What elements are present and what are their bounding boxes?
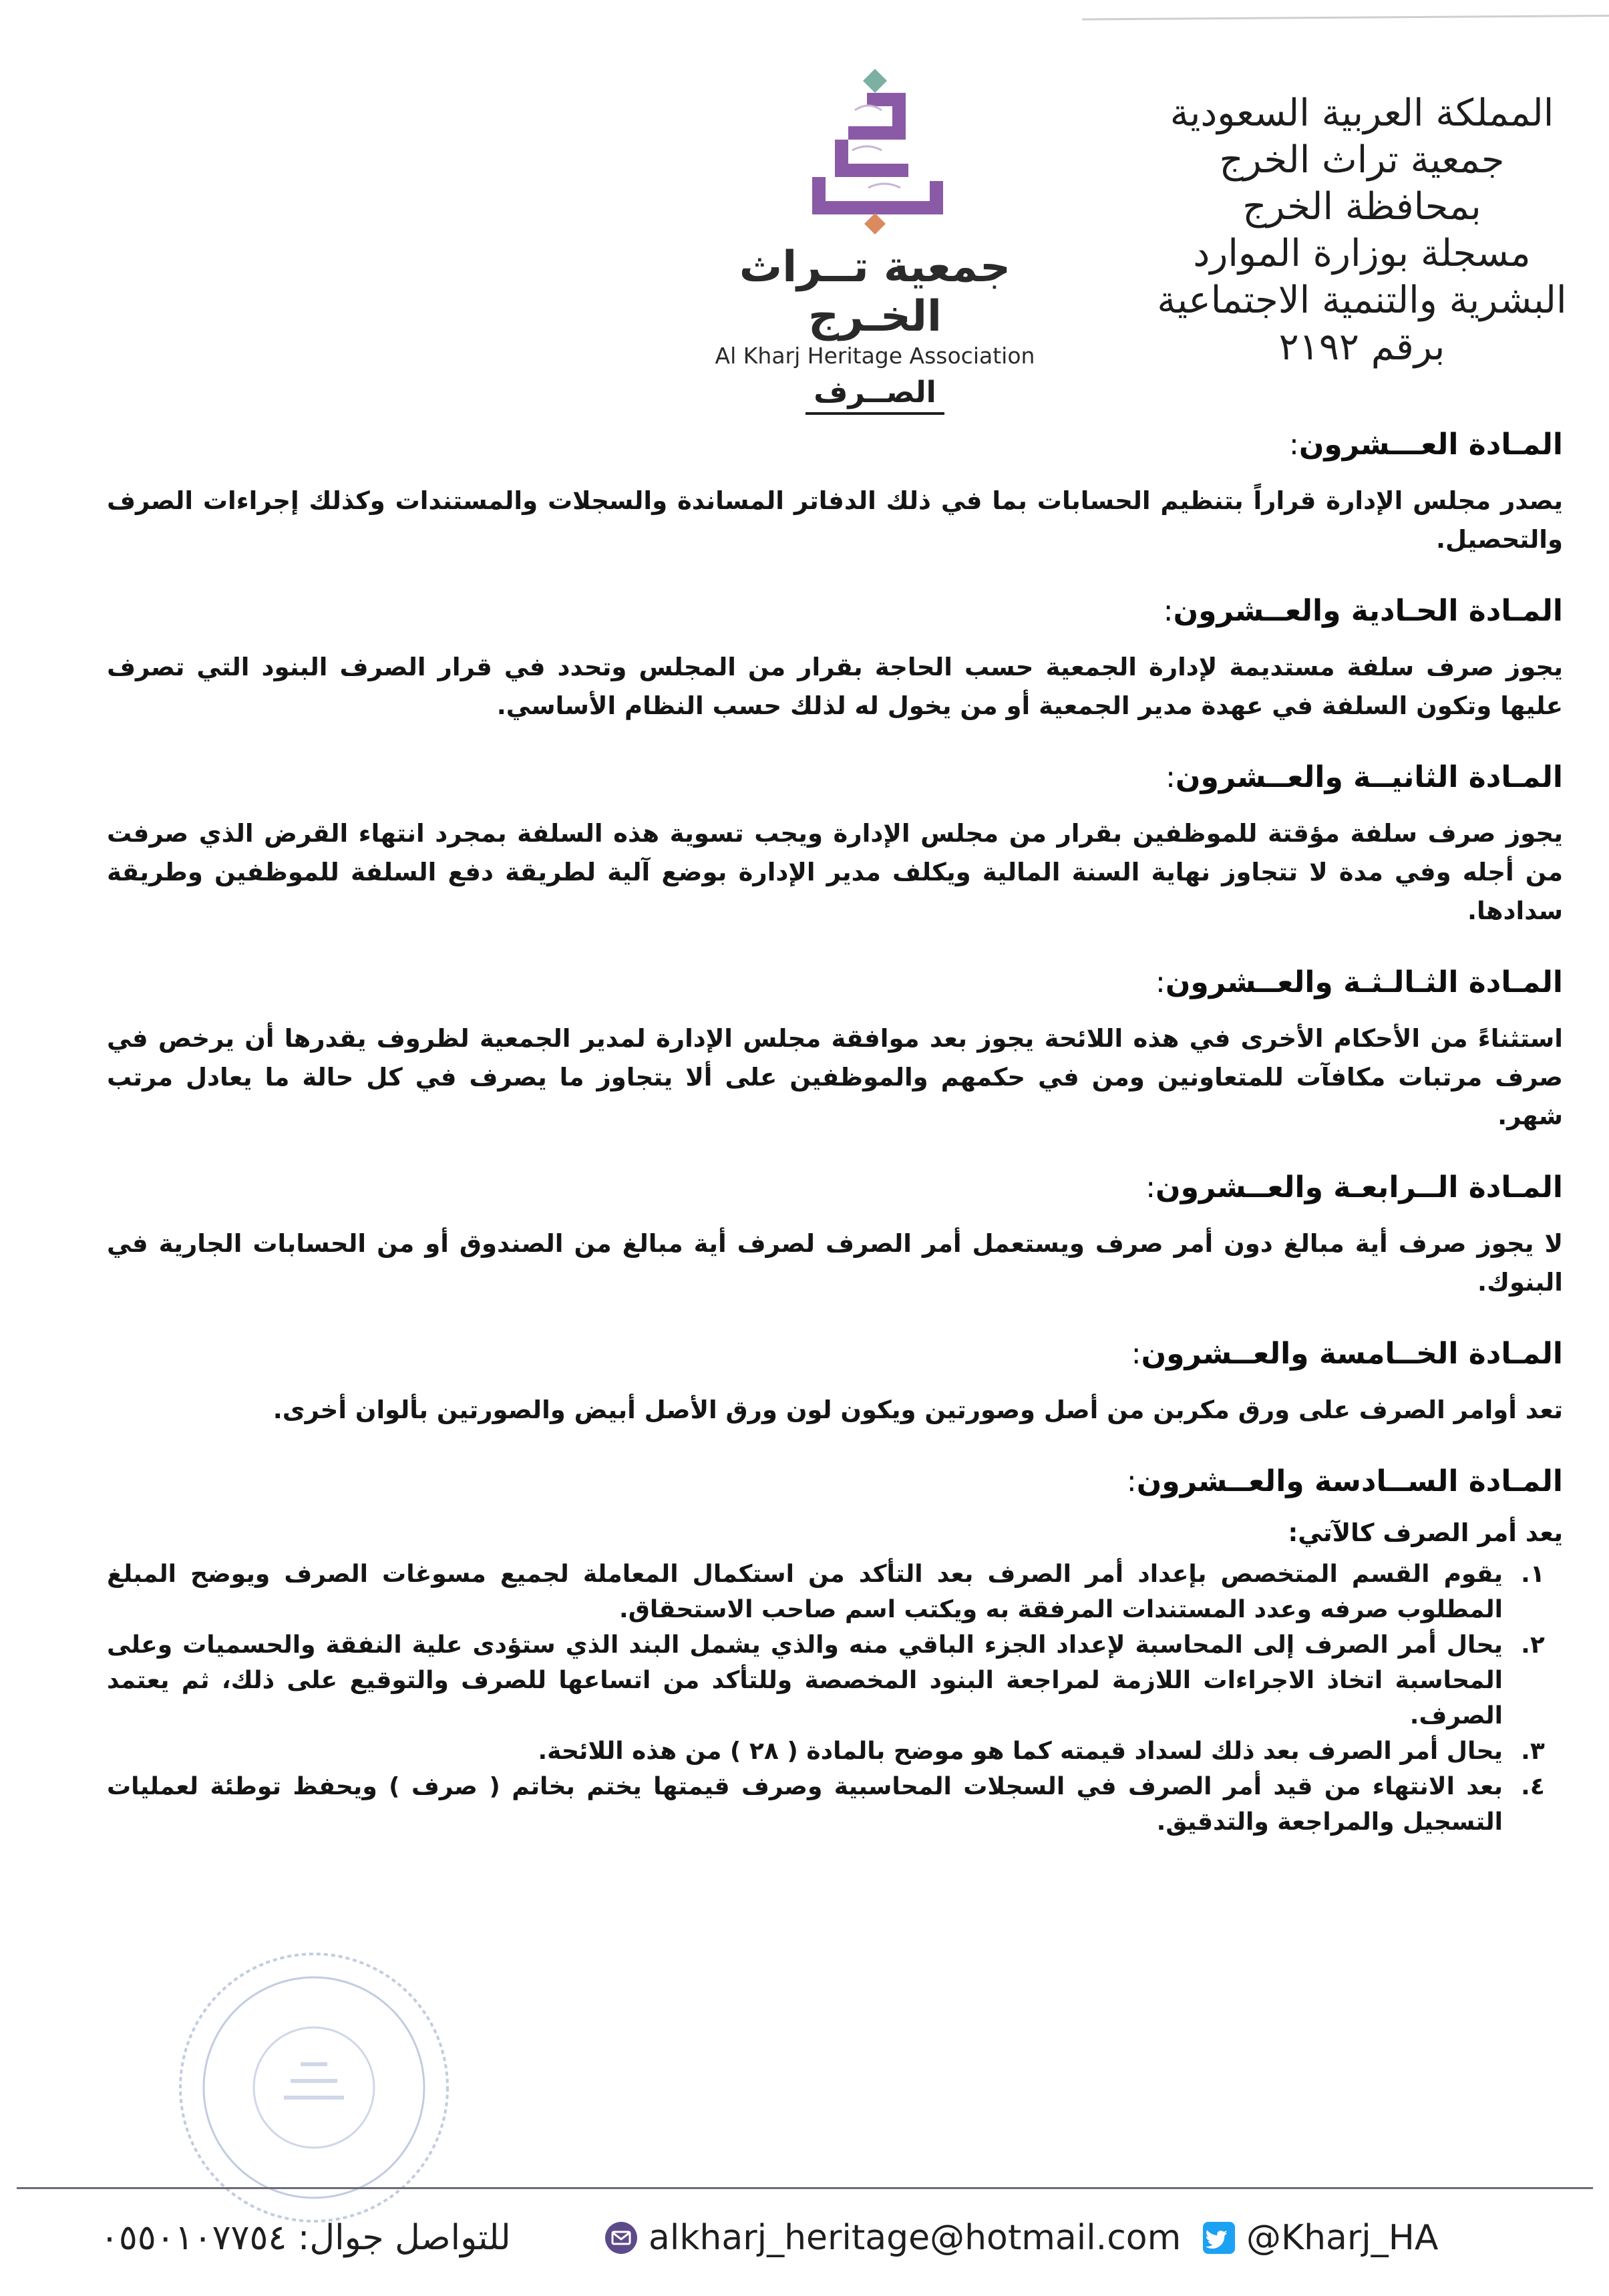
article-title — [107, 1464, 1563, 1498]
logo-block — [688, 63, 1062, 415]
article-body: استثناءً من الأحكام الأخرى في هذه اللائحة يجوز بعد موافقة مجلس الإدارة لمدير الجمعية لظروف يقدرها أن يرخص في صرف مرتبات مكافآت للمتعاونين ومن في حكمهم والموظفين على ألا يتجاوز ما يصرف في كل حالة ما يعادل مرتب شهر. — [107, 1024, 1563, 1130]
org-line-ministry: مسجلة بوزارة الموارد — [1193, 232, 1531, 275]
step-number: ٢. — [1521, 1631, 1545, 1659]
procedure-step — [107, 1769, 1563, 1840]
organization-info — [1121, 90, 1602, 371]
procedure-step — [107, 1734, 1563, 1769]
article-title-text: المـادة الحـادية والعــشرون — [1173, 594, 1563, 628]
article-title-text: المـادة الثـالـثـة والعــشرون — [1165, 965, 1563, 999]
article-title-text: المـادة الســادسة والعــشرون — [1136, 1464, 1563, 1498]
title-colon: : — [1155, 965, 1166, 999]
article-body: يصدر مجلس الإدارة قراراً بتنظيم الحسابات بما في ذلك الدفاتر المساندة والسجلات والمستندات وكذلك إجراءات الصرف والتحصيل. — [107, 486, 1563, 554]
title-colon: : — [1126, 1464, 1137, 1498]
twitter-icon — [1202, 2221, 1236, 2255]
title-colon: : — [1166, 760, 1176, 794]
association-name-ar: جمعية تــراث الخـرج — [739, 242, 1011, 341]
logo-bar-5 — [835, 164, 908, 177]
logo-bar-1 — [867, 93, 906, 106]
association-logo-icon — [788, 63, 962, 237]
article-title — [107, 428, 1563, 462]
step-text: يحال أمر الصرف إلى المحاسبة لإعداد الجزء الباقي منه والذي يشمل البند الذي ستؤدى علية النفقة والحسميات وعلى المحاسبة اتخاذ الاجراءات اللازمة لمراجعة البنود المخصصة وللتأكد من اتساعها للصرف والتوقيع على ذلك، ثم يعتمد الصرف. — [107, 1631, 1503, 1730]
footer-email-text[interactable]: alkharj_heritage@hotmail.com — [649, 2218, 1182, 2258]
association-name-en: Al Kharj Heritage Association — [715, 343, 1035, 369]
procedure-step — [107, 1556, 1563, 1627]
step-text: يحال أمر الصرف بعد ذلك لسداد قيمته كما هو موضح بالمادة ( ٢٨ ) من هذه اللائحة. — [538, 1738, 1503, 1765]
email-icon — [604, 2221, 638, 2255]
article-title-text: المـادة الخــامسة والعــشرون — [1141, 1337, 1563, 1371]
article-title-text: المـادة العـــشرون — [1298, 428, 1563, 462]
article-23 — [107, 965, 1563, 1136]
logo-bar-8 — [930, 181, 943, 208]
article-title — [107, 1337, 1563, 1371]
org-line-governorate: بمحافظة الخرج — [1242, 185, 1481, 228]
article-title — [107, 760, 1563, 794]
title-colon: : — [1289, 428, 1299, 462]
step-number: ٣. — [1521, 1738, 1545, 1765]
step-text: بعد الانتهاء من قيد أمر الصرف في السجلات المحاسبية وصرف قيمتها يختم بخاتم ( صرف ) ويحفظ توطئة لعمليات التسجيل والمراجعة والتدقيق. — [107, 1773, 1503, 1836]
article-21 — [107, 594, 1563, 725]
article-26 — [107, 1464, 1563, 1840]
article-title-text: المـادة الــرابعـة والعــشرون — [1155, 1170, 1563, 1204]
article-25 — [107, 1337, 1563, 1430]
logo-diamond-top — [863, 69, 887, 93]
logo-bar-3 — [848, 126, 906, 140]
article-title-text: المـادة الثانيــة والعــشرون — [1175, 760, 1563, 794]
article-title — [107, 965, 1563, 999]
article-title — [107, 1170, 1563, 1204]
step-text: يقوم القسم المتخصص بإعداد أمر الصرف بعد التأكد من استكمال المعاملة لجميع مسوغات الصرف ويوضح المبلغ المطلوب صرفه وعدد المستندات المرفقة به ويكتب اسم صاحب الاستحقاق. — [107, 1561, 1503, 1623]
article-24 — [107, 1170, 1563, 1302]
article-body: يجوز صرف سلفة مؤقتة للموظفين بقرار من مجلس الإدارة ويجب تسوية هذه السلفة بمجرد انتهاء القرض الذي صرفت من أجله وفي مدة لا تتجاوز نهاية السنة المالية ويكلف مدير الإدارة بوضع آلية لطريقة دفع السلفة للموظفين وطريقة سدادها. — [107, 819, 1563, 925]
department-label: الصــرف — [806, 375, 944, 415]
article-20 — [107, 428, 1563, 559]
logo-diamond-bottom — [864, 213, 886, 234]
title-colon: : — [1145, 1170, 1156, 1204]
footer-twitter-text[interactable]: @Kharj_HA — [1246, 2218, 1439, 2258]
article-22 — [107, 760, 1563, 931]
step-number: ٤. — [1521, 1773, 1545, 1800]
title-colon: : — [1131, 1337, 1141, 1371]
org-line-country: المملكة العربية السعودية — [1170, 92, 1554, 135]
procedure-intro: يعد أمر الصرف كالآتي: — [1288, 1518, 1563, 1547]
title-colon: : — [1163, 594, 1174, 628]
step-number: ١. — [1521, 1561, 1545, 1588]
footer-email[interactable] — [604, 2218, 1181, 2258]
footer-contact — [0, 2204, 1609, 2278]
org-line-association: جمعية تراث الخرج — [1219, 138, 1505, 182]
procedure-steps — [107, 1556, 1563, 1840]
footer-divider — [17, 2187, 1593, 2189]
footer-twitter[interactable] — [1202, 2218, 1438, 2258]
article-body: يجوز صرف سلفة مستديمة لإدارة الجمعية حسب الحاجة بقرار من المجلس وتحدد في قرار الصرف البنود التي تصرف عليها وتكون السلفة في عهدة مدير الجمعية أو من يخول له لذلك حسب النظام الأساسي. — [107, 653, 1563, 720]
article-body: تعد أوامر الصرف على ورق مكربن من أصل وصورتين ويكون لون ورق الأصل أبيض والصورتين بألوان أخرى. — [273, 1396, 1563, 1424]
article-body: لا يجوز صرف أية مبالغ دون أمر صرف ويستعمل أمر الصرف لصرف أية مبالغ من الصندوق أو من الحسابات الجارية في البنوك. — [107, 1229, 1563, 1297]
org-line-ministry-cont: البشرية والتنمية الاجتماعية — [1157, 279, 1567, 322]
articles-content — [107, 428, 1563, 1874]
footer-phone: للتواصل جوال: ٠٥٥٠١٠٧٧٥٤ — [100, 2218, 511, 2258]
top-edge-line — [1082, 15, 1609, 21]
org-line-registration: برقم ٢١٩٢ — [1278, 325, 1445, 369]
procedure-step — [107, 1627, 1563, 1734]
logo-bar-7 — [812, 201, 943, 214]
article-title — [107, 594, 1563, 628]
